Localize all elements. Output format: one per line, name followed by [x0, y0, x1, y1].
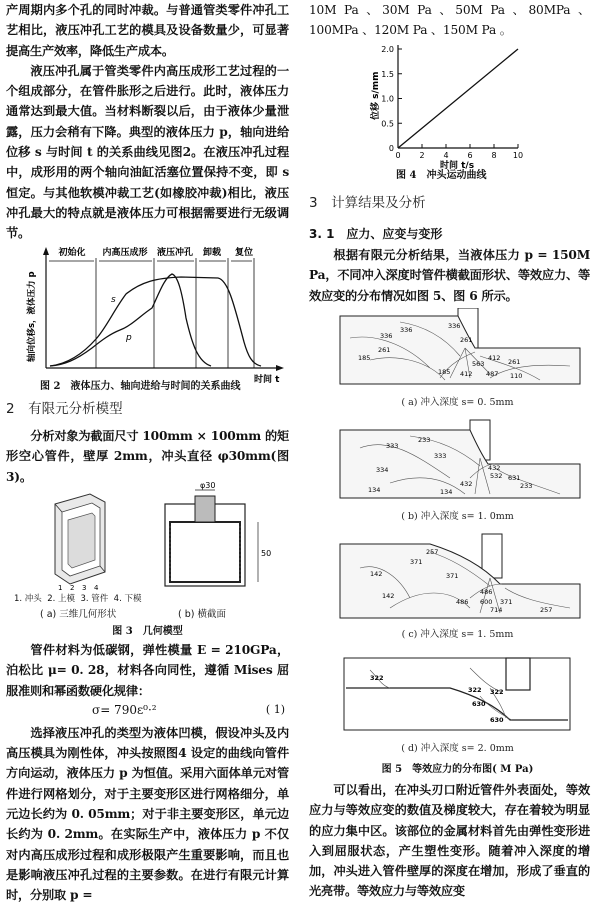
dim-diameter: φ30: [200, 482, 216, 490]
contour-label-d: 322: [468, 686, 482, 694]
figure-5d-panel: [344, 658, 570, 730]
contour-label-b: 631: [508, 474, 521, 482]
fig4-xtick: 4: [443, 151, 449, 160]
figure-5d-caption: ( d) 冲入深度 s= 2. 0mm: [401, 743, 514, 754]
contour-label-a: 185: [358, 354, 371, 362]
contour-label-c: 371: [446, 572, 459, 580]
contour-label-a: 336: [448, 322, 461, 330]
figure-3-parts: [14, 592, 141, 604]
contour-label-b: 432: [460, 480, 473, 488]
contour-label-a: 261: [508, 358, 521, 366]
figure-5b-caption: ( b) 冲入深度 s= 1. 0mm: [401, 511, 514, 522]
contour-label-d: 630: [490, 716, 504, 724]
curve-p: [50, 274, 211, 366]
left-section-2: [6, 400, 289, 487]
contour-label-b: 134: [440, 488, 453, 496]
contour-label-c: 371: [500, 598, 513, 606]
curve-p-label: p: [126, 333, 132, 343]
figure-3-drawing: [10, 482, 285, 604]
contour-label-a: 412: [488, 354, 501, 362]
fig4-xtick: 8: [491, 151, 497, 160]
contour-label-c: 257: [540, 606, 553, 614]
right-paragraph-3: 可以看出，在冲头刃口附近管件外表面处，等效应力与等效应变的数值及梯度较大，存在着较为明显的应力集中区。该部位的金属材料首先由弹性变形进入到屈服状态，产生塑性变形。随着冲入深度的增加，冲头进入管件壁厚的深度在增加，形成了垂直的光亮带。等效应力与等效应变: [309, 783, 590, 899]
contour-label-c: 486: [480, 588, 493, 596]
left-lower-text: [6, 640, 289, 903]
curve-s: [50, 277, 261, 366]
part-2: 2. 上模: [47, 594, 76, 604]
fig4-ytick: 1.0: [381, 94, 394, 104]
figure-5: [330, 308, 585, 778]
left-paragraph-4: 管件材料为低碳钢，弹性模量 E = 210GPa，泊松比 μ= 0. 28，材料各向同性，遵循 Mises 屈服准则和幂函数硬化规律：: [6, 643, 289, 698]
contour-label-d: 630: [472, 700, 486, 708]
contour-label-a: 336: [380, 332, 393, 340]
figure-5-panels: [330, 308, 585, 758]
figure-3a-shape: [55, 494, 105, 592]
punch-motion-line: [398, 49, 518, 148]
right-paragraph-1: 10M Pa 、30M Pa 、50M Pa 、80MPa 、100MPa 、120M Pa 、150M Pa 。: [309, 3, 590, 38]
fig4-xtick: 0: [395, 151, 401, 160]
contour-label-c: 486: [456, 598, 469, 606]
fig4-ytick: 0.5: [381, 119, 394, 129]
contour-label-a: 185: [438, 368, 451, 376]
phase-label-2: 内高压成形: [102, 248, 148, 258]
figure-4: [348, 40, 548, 190]
figure-3a-caption: ( a) 三维几何形状: [40, 609, 117, 620]
left-column: [6, 0, 289, 244]
figure-2-caption: 图 2 液体压力、轴向进给与时间的关系曲线: [40, 381, 241, 392]
figure-5-caption: 图 5 等效应力的分布图( M Pa): [381, 764, 534, 775]
figure-3b-section: [165, 482, 271, 586]
contour-label-b: 532: [490, 472, 503, 480]
figure-4-plot: [348, 40, 548, 170]
figure-2: [6, 244, 289, 394]
subsection-3-1-heading: 3. 1 应力、应变与变形: [309, 227, 443, 241]
fig4-ytick: 2.0: [381, 45, 394, 54]
left-paragraph-2: 液压冲孔属于管类零件内高压成形工艺过程的一个组成部分，在管件胀形之后进行。此时，液体压力通常达到最大值。当材料断裂以后，由于液体少量泄露，压力会稍有下降。典型的液体压力 p，轴向进给位移 s 与时间 t 的关系曲线见图2。在液压冲孔过程中，成形用的两个轴向油缸活塞位置保持不变，即 s 恒定。与其他软模冲裁工艺(如橡胶冲裁)相比，液压冲孔最大的特点就是液体压力可根据需要进行无级调节。: [6, 63, 289, 241]
right-section-3: [309, 194, 590, 306]
section-2-heading: 2 有限元分析模型: [6, 401, 123, 417]
part-3: 3. 管件: [80, 594, 109, 604]
contour-label-a: 487: [486, 370, 499, 378]
contour-label-a: 110: [510, 372, 523, 380]
fig4-xtick: 10: [512, 151, 524, 160]
fig2-ylabel: 轴向位移s，液体压力 p: [27, 271, 37, 362]
right-column: [309, 0, 590, 41]
contour-label-a: 336: [400, 326, 413, 334]
contour-label-a: 261: [460, 336, 473, 344]
equation-1: [6, 701, 289, 723]
left-paragraph-3: 分析对象为截面尺寸 100mm × 100mm 的矩形空心管件，壁厚 2mm，冲头直径 φ30mm(图 3)。: [6, 429, 289, 484]
svg-text:2: 2: [70, 584, 75, 592]
contour-label-c: 142: [382, 592, 395, 600]
curve-s-label: s: [111, 295, 116, 305]
fig4-xlabel: 时间 t/s: [440, 161, 475, 170]
contour-label-b: 233: [418, 436, 431, 444]
fig2-xlabel: 时间 t: [254, 375, 280, 385]
contour-label-b: 134: [368, 486, 381, 494]
fig4-ytick: 1.5: [381, 69, 394, 79]
figure-4-caption: 图 4 冲头运动曲线: [396, 170, 487, 181]
figure-3-caption: 图 3 几何模型: [112, 626, 183, 637]
left-paragraph-5: 选择液压冲孔的类型为液体凹模，假设冲头及内高压模具为刚性体，冲头按照图4 设定的曲线向管件方向运动，液体压力 p 为恒值。采用六面体单元对管件进行网格划分，对于主要变形区进行网格细分，单元边长约为 0. 05mm；对于非主要变形区，单元边长约为 0. 2mm。在实际生产中，液体压力 p 不仅对内高压成形过程和成形极限产生重要影响，而且也是影响液压冲孔过程的主要参数。在进行有限元计算时，分别取 p =: [6, 725, 289, 903]
figure-3: [10, 482, 285, 640]
contour-label-c: 142: [370, 570, 383, 578]
svg-text:4: 4: [94, 584, 99, 592]
contour-label-c: 257: [426, 548, 439, 556]
svg-text:3: 3: [82, 584, 87, 592]
part-4: 4. 下模: [113, 594, 142, 604]
fig4-ylabel: 位移 s/mm: [371, 71, 381, 120]
contour-label-a: 563: [472, 360, 485, 368]
contour-label-c: 371: [410, 558, 423, 566]
equation-text: σ= 790ε⁰·²: [92, 702, 157, 717]
figure-5c-caption: ( c) 冲入深度 s= 1. 5mm: [401, 629, 514, 640]
figure-2-plot: [6, 244, 289, 394]
contour-label-b: 432: [488, 464, 501, 472]
phase-label-1: 初始化: [58, 248, 86, 258]
contour-label-c: 600: [480, 598, 493, 606]
right-paragraph-2: 根据有限元分析结果，当液体压力 p = 150M Pa，不同冲入深度时管件横截面形状、等效应力、等效应变的分布情况如图 5、图 6 所示。: [309, 248, 590, 303]
section-3-heading: 3 计算结果及分析: [309, 195, 426, 211]
contour-label-c: 714: [490, 606, 503, 614]
contour-label-b: 333: [386, 442, 399, 450]
fig4-ytick: 0: [388, 144, 394, 153]
phase-label-3: 液压冲孔: [156, 248, 194, 258]
equation-number: ( 1): [265, 702, 285, 716]
svg-text:1: 1: [58, 584, 63, 592]
dim-height: 50: [261, 549, 272, 558]
fig4-xtick: 6: [467, 151, 473, 160]
part-1: 1. 冲头: [14, 594, 42, 604]
contour-label-b: 333: [434, 452, 447, 460]
phase-label-4: 卸载: [202, 248, 222, 258]
contour-label-b: 233: [520, 482, 533, 490]
contour-label-d: 322: [370, 674, 384, 682]
contour-label-a: 412: [460, 370, 473, 378]
figure-3b-caption: ( b) 横截面: [178, 609, 226, 620]
contour-label-d: 322: [490, 688, 504, 696]
fig4-xtick: 2: [419, 151, 425, 160]
left-paragraph-1: 产周期内多个孔的同时冲裁。与普通管类零件冲孔工艺相比，液压冲孔工艺的模具及设备数量少，可显著提高生产效率，降低生产成本。: [6, 3, 289, 58]
contour-label-a: 261: [378, 346, 391, 354]
contour-label-b: 334: [376, 466, 389, 474]
phase-label-5: 复位: [234, 248, 254, 258]
figure-5a-caption: ( a) 冲入深度 s= 0. 5mm: [401, 397, 514, 408]
right-lower-text: [309, 780, 590, 902]
